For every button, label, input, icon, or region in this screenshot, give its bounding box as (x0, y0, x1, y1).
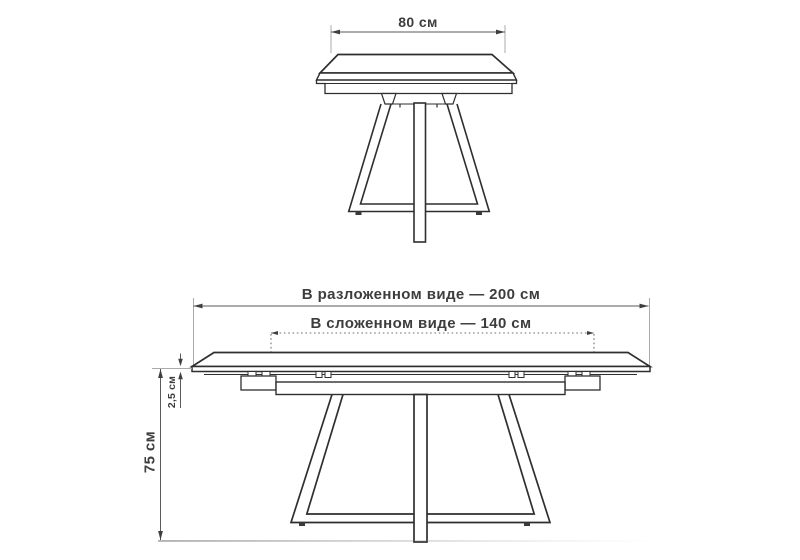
tabletop-edge-band (317, 80, 517, 94)
arrowhead-left (194, 304, 203, 309)
foot-right (524, 523, 530, 527)
top-view-table (317, 55, 517, 243)
front-view (142, 286, 659, 542)
tabletop-edge-flare (317, 73, 517, 80)
folded-length-label: В сложенном виде — 140 см (310, 315, 532, 332)
arrowhead-right (640, 304, 649, 309)
tabletop-surface (320, 55, 513, 74)
top-view-dimension-80 (331, 14, 505, 53)
arrowhead-up (178, 372, 183, 380)
foot-left (356, 212, 362, 216)
thickness-label: 2,5 см (166, 375, 178, 409)
arrowhead-down (178, 359, 183, 367)
slide-clip (316, 372, 322, 378)
top-view (317, 14, 517, 242)
foot-left (299, 523, 305, 527)
foot-right (476, 212, 482, 216)
front-view-table (158, 353, 658, 543)
tabletop-front-face (192, 367, 650, 372)
leg-bracket-left (382, 94, 397, 105)
slide-clip (325, 372, 331, 378)
top-width-label: 80 см (398, 14, 438, 30)
front-view-dimension-2-5 (166, 354, 183, 409)
apron-beam (276, 382, 565, 395)
front-view-dimension-140 (271, 315, 594, 352)
extension-bracket-left (241, 376, 276, 390)
center-post (414, 103, 426, 242)
arrowhead-left (271, 331, 278, 335)
arrowhead-bottom (158, 531, 163, 540)
tabletop-surface (192, 353, 650, 367)
center-post (414, 395, 427, 543)
floor-line (158, 540, 658, 542)
arrowhead-left (331, 30, 340, 35)
leg-bracket-right (442, 94, 457, 105)
height-label: 75 см (141, 430, 159, 474)
extension-bracket-right (565, 376, 600, 390)
slide-clip (509, 372, 515, 378)
slide-clip (518, 372, 524, 378)
arrowhead-right (496, 30, 505, 35)
unfolded-length-label: В разложенном виде — 200 см (301, 286, 541, 303)
arrowhead-right (587, 331, 594, 335)
arrowhead-top (158, 369, 163, 378)
